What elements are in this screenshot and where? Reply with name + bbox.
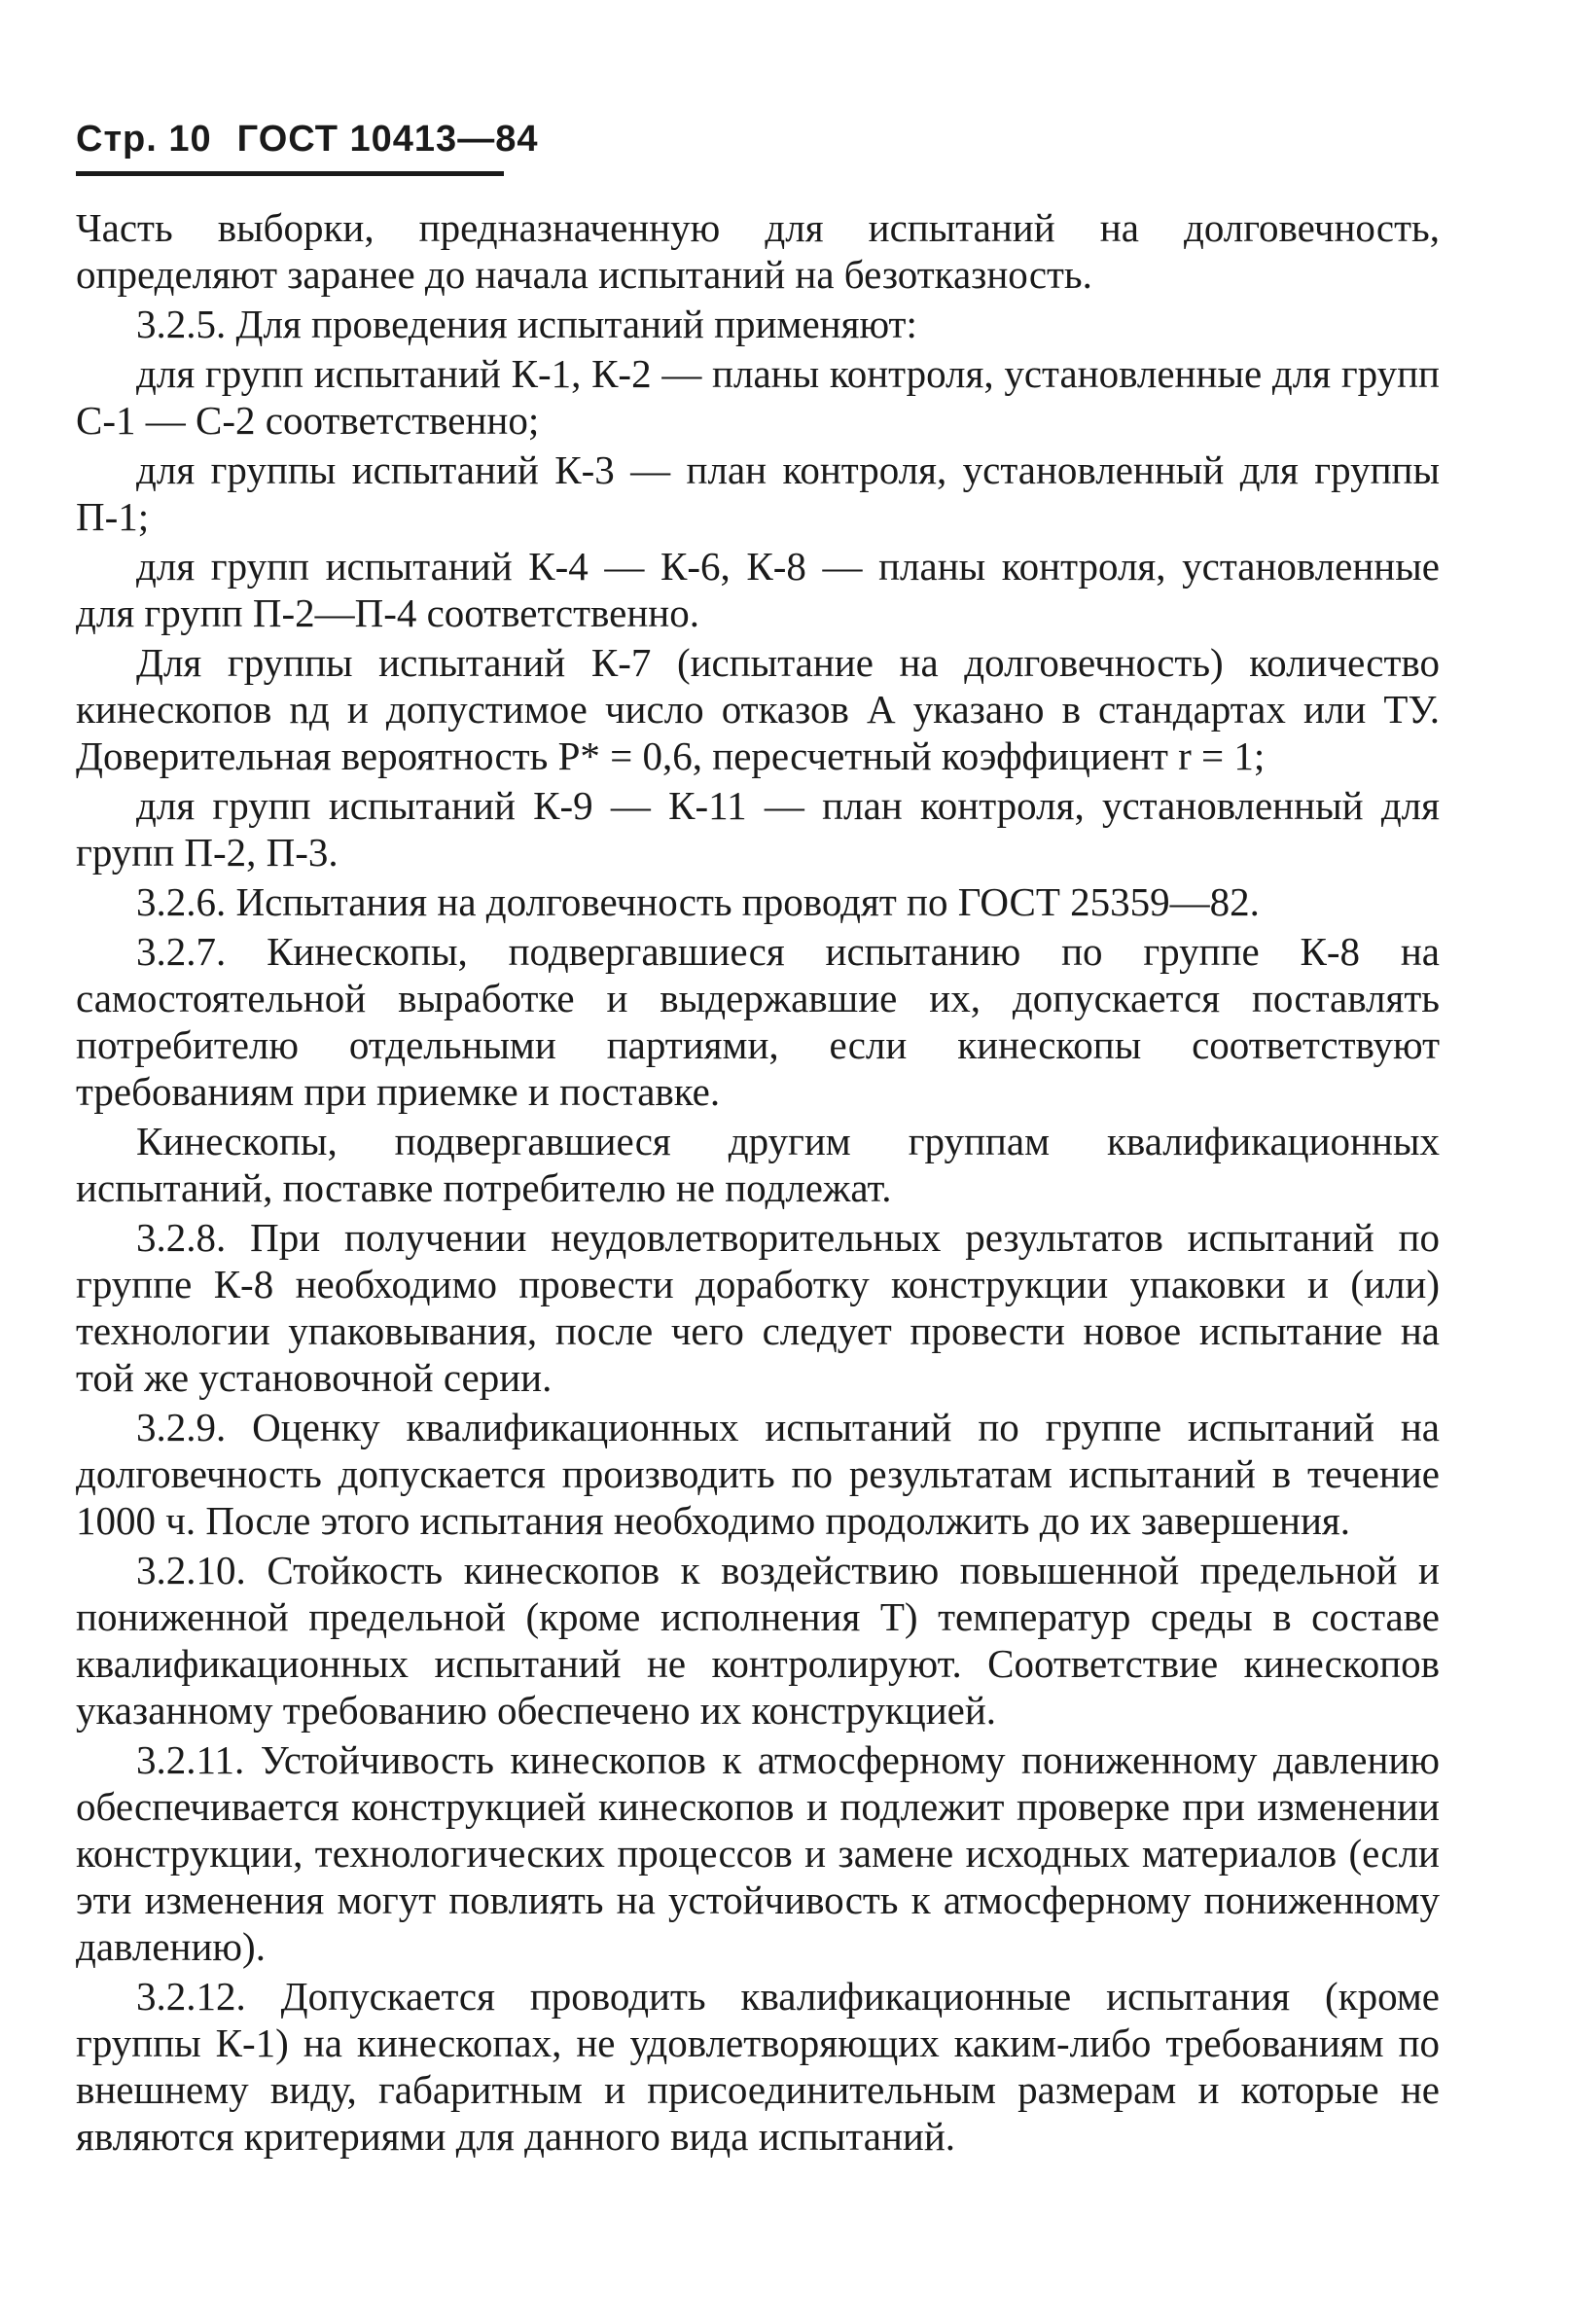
- paragraph-3-2-12: 3.2.12. Допускается проводить квалификационные испытания (кроме группы К-1) на кинескопах, не удовлетворяющих каким-либо требованиям по внешнему виду, габаритным и присоединительным размерам и которые не являются критериями для данного вида испытаний.: [76, 1974, 1440, 2159]
- paragraph-k1-k2: для групп испытаний К-1, К-2 — планы контроля, установленные для групп С-1 — С-2 соответственно;: [76, 351, 1440, 443]
- paragraph-k7: Для группы испытаний К-7 (испытание на долговечность) количество кинескопов nд и допустимое число отказов А указано в стандартах или ТУ. Доверительная вероятность Р* = 0,6, пересчетный коэффициент r = 1;: [76, 640, 1440, 778]
- paragraph-3-2-11: 3.2.11. Устойчивость кинескопов к атмосферному пониженному давлению обеспечивается конструкцией кинескопов и подлежит проверке при изменении конструкции, технологических процессов и замене исходных материалов (если эти изменения могут повлиять на устойчивость к атмосферному пониженному давлению).: [76, 1737, 1440, 1969]
- paragraph-k3: для группы испытаний К-3 — план контроля, установленный для группы П-1;: [76, 447, 1440, 539]
- page-number: Стр. 10: [76, 119, 212, 160]
- paragraph-3-2-7: 3.2.7. Кинескопы, подвергавшиеся испытанию по группе К-8 на самостоятельной выработке и выдержавшие их, допускается поставлять потребителю отдельными партиями, если кинескопы соответствуют требованиям при приемке и поставке.: [76, 929, 1440, 1114]
- paragraph-intro: Часть выборки, предназначенную для испытаний на долговечность, определяют заранее до начала испытаний на безотказность.: [76, 205, 1440, 297]
- standard-code: ГОСТ 10413—84: [236, 119, 539, 160]
- document-body: [76, 204, 1440, 2160]
- paragraph-3-2-9: 3.2.9. Оценку квалификационных испытаний по группе испытаний на долговечность допускается производить по результатам испытаний в течение 1000 ч. После этого испытания необходимо продолжить до их завершения.: [76, 1405, 1440, 1543]
- paragraph-3-2-6: 3.2.6. Испытания на долговечность проводят по ГОСТ 25359—82.: [136, 879, 1260, 924]
- page-header: [76, 119, 538, 161]
- paragraph-3-2-8: 3.2.8. При получении неудовлетворительных результатов испытаний по группе К-8 необходимо провести доработку конструкции упаковки и (или) технологии упаковывания, после чего следует провести новое испытание на той же установочной серии.: [76, 1215, 1440, 1400]
- paragraph-k9-k11: для групп испытаний К-9 — К-11 — план контроля, установленный для групп П-2, П-3.: [76, 783, 1440, 875]
- paragraph-3-2-7-note: Кинескопы, подвергавшиеся другим группам квалификационных испытаний, поставке потребителю не подлежат.: [76, 1119, 1440, 1210]
- paragraph-3-2-5: 3.2.5. Для проведения испытаний применяют:: [136, 302, 917, 346]
- paragraph-k4-k8: для групп испытаний К-4 — К-6, К-8 — планы контроля, установленные для групп П-2—П-4 соответственно.: [76, 544, 1440, 635]
- paragraph-3-2-10: 3.2.10. Стойкость кинескопов к воздействию повышенной предельной и пониженной предельной (кроме исполнения Т) температур среды в составе квалификационных испытаний не контролируют. Соответствие кинескопов указанному требованию обеспечено их конструкцией.: [76, 1548, 1440, 1733]
- header-rule: [76, 171, 504, 176]
